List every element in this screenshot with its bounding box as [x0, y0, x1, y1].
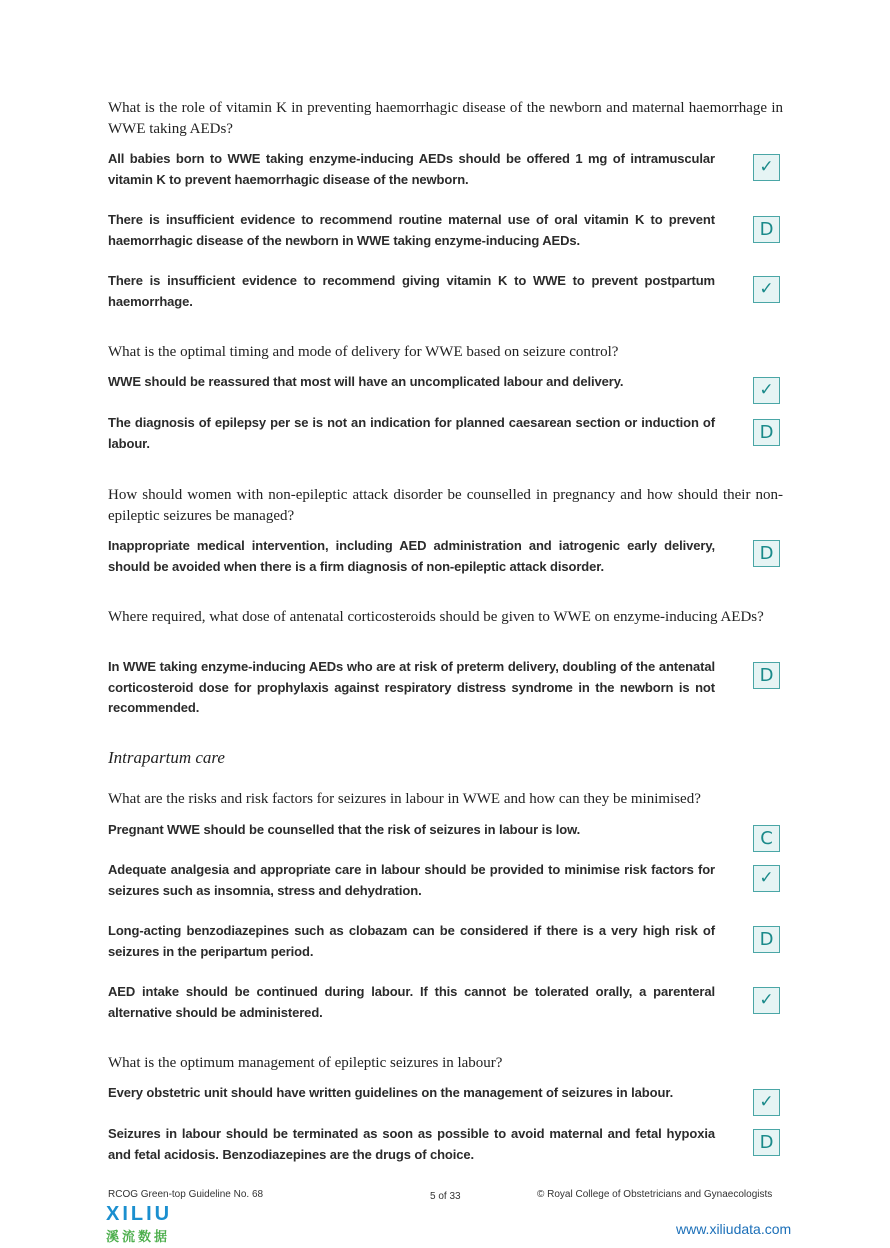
watermark-url-link[interactable]: www.xiliudata.com: [676, 1221, 792, 1237]
recommendation-text: Inappropriate medical intervention, including AED administration and iatrogenic early delivery, should be avoided when there is a firm diagnosis of non-epileptic attack disorder.: [108, 538, 715, 574]
good-practice-point-icon: ✓: [753, 1089, 780, 1116]
grade-d-badge: D: [753, 540, 780, 567]
question-vitamin-k: What is the role of vitamin K in preventing haemorrhagic disease of the newborn and maternal haemorrhage in WWE taking AEDs?: [108, 100, 783, 137]
section-heading: Intrapartum care: [108, 748, 225, 767]
question-corticosteroids: Where required, what dose of antenatal corticosteroids should be given to WWE on enzyme-inducing AEDs?: [108, 609, 764, 625]
logo-cjk-wordmark: 溪流数据: [106, 1230, 171, 1245]
footer-guideline-number: RCOG Green-top Guideline No. 68: [108, 1189, 264, 1200]
good-practice-point-icon: ✓: [753, 865, 780, 892]
recommendation-text: Long-acting benzodiazepines such as clobazam can be considered if there is a very high risk of seizures in the peripartum period.: [108, 923, 715, 959]
question-non-epileptic: How should women with non-epileptic attack disorder be counselled in pregnancy and how should their non-epileptic seizures be managed?: [108, 487, 783, 524]
recommendation-text: Pregnant WWE should be counselled that the risk of seizures in labour is low.: [108, 822, 581, 837]
recommendation-text: All babies born to WWE taking enzyme-inducing AEDs should be offered 1 mg of intramuscular vitamin K to prevent haemorrhagic disease of the newborn.: [108, 151, 715, 187]
footer-copyright: © Royal College of Obstetricians and Gynaecologists: [537, 1189, 773, 1200]
grade-d-badge: D: [753, 419, 780, 446]
grade-d-badge: D: [753, 926, 780, 953]
watermark-logo: [106, 1203, 196, 1243]
grade-d-badge: D: [753, 1129, 780, 1156]
question-seizure-risks: What are the risks and risk factors for seizures in labour in WWE and how can they be minimised?: [108, 791, 701, 807]
grade-d-badge: D: [753, 662, 780, 689]
good-practice-point-icon: ✓: [753, 154, 780, 181]
grade-c-badge: C: [753, 825, 780, 852]
good-practice-point-icon: ✓: [753, 987, 780, 1014]
good-practice-point-icon: ✓: [753, 276, 780, 303]
question-seizure-management: What is the optimum management of epileptic seizures in labour?: [108, 1055, 503, 1071]
recommendation-text: There is insufficient evidence to recommend routine maternal use of oral vitamin K to prevent haemorrhagic disease of the newborn in WWE taking enzyme-inducing AEDs.: [108, 212, 715, 248]
question-timing-delivery: What is the optimal timing and mode of delivery for WWE based on seizure control?: [108, 344, 619, 360]
logo-wordmark: XILIU: [106, 1203, 173, 1225]
recommendation-text: Seizures in labour should be terminated as soon as possible to avoid maternal and fetal hypoxia and fetal acidosis. Benzodiazepines are the drugs of choice.: [108, 1126, 715, 1162]
recommendation-text: WWE should be reassured that most will have an uncomplicated labour and delivery.: [108, 374, 624, 389]
recommendation-text: The diagnosis of epilepsy per se is not an indication for planned caesarean section or induction of labour.: [108, 415, 715, 451]
recommendation-text: In WWE taking enzyme-inducing AEDs who are at risk of preterm delivery, doubling of the antenatal corticosteroid dose for prophylaxis against respiratory distress syndrome in the newborn is not recommended.: [108, 659, 715, 715]
page-number: 5 of 33: [430, 1191, 461, 1202]
good-practice-point-icon: ✓: [753, 377, 780, 404]
recommendation-text: Adequate analgesia and appropriate care in labour should be provided to minimise risk factors for seizures such as insomnia, stress and dehydration.: [108, 862, 715, 898]
recommendation-text: AED intake should be continued during labour. If this cannot be tolerated orally, a parenteral alternative should be administered.: [108, 984, 715, 1020]
recommendation-text: There is insufficient evidence to recommend giving vitamin K to WWE to prevent postpartum haemorrhage.: [108, 273, 715, 309]
recommendation-text: Every obstetric unit should have written guidelines on the management of seizures in labour.: [108, 1085, 674, 1100]
grade-d-badge: D: [753, 216, 780, 243]
